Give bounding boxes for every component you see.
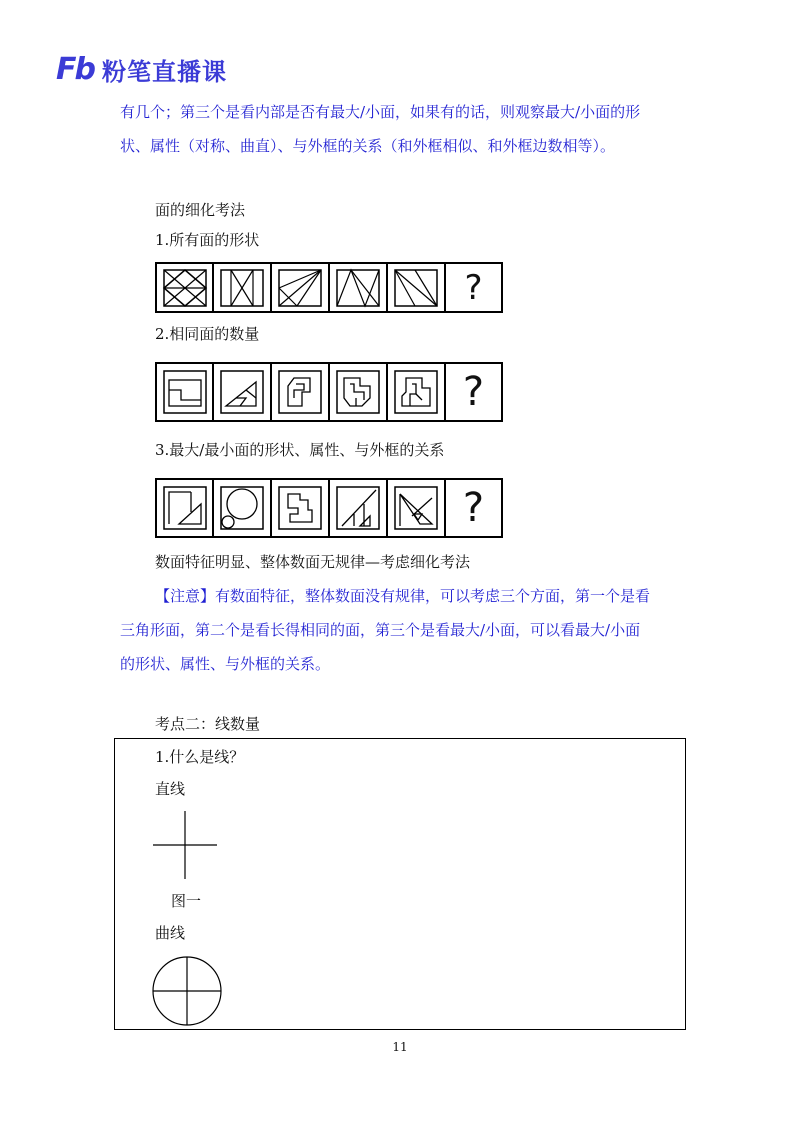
puzzle-figure	[272, 480, 330, 536]
puzzle-figure	[157, 264, 214, 311]
note-line-1	[155, 586, 650, 606]
summary-line: 数面特征明显、整体数面无规律—考虑细化考法	[155, 553, 471, 571]
logo-text: 粉笔直播课	[101, 58, 227, 86]
puzzle-figure	[330, 364, 388, 420]
puzzle-figure	[388, 480, 446, 536]
intro-line-1: 有几个；第三个是看内部是否有最大/小面，如果有的话，则观察最大/小面的形	[120, 103, 641, 121]
question-mark-cell: ?	[464, 267, 483, 308]
puzzle-row-same-faces	[155, 362, 503, 422]
puzzle-figure	[214, 264, 272, 311]
puzzle-figure	[214, 364, 272, 420]
logo-mark: Fb	[56, 52, 94, 87]
puzzle-figure	[388, 264, 446, 311]
puzzle-figure	[157, 480, 214, 536]
puzzle-row-shapes	[155, 262, 503, 313]
note-text: 有数面特征，整体数面没有规律，可以考虑三个方面，第一个是看	[215, 587, 651, 605]
line-count-heading: 考点二：线数量	[155, 715, 261, 733]
question-mark-cell: ?	[462, 485, 485, 531]
face-detail-item-1: 1.所有面的形状	[155, 231, 260, 249]
face-detail-item-2: 2.相同面的数量	[155, 325, 260, 343]
puzzle-figure	[388, 364, 446, 420]
brand-logo	[56, 52, 227, 87]
straight-line-label: 直线	[155, 780, 186, 798]
puzzle-figure	[157, 364, 214, 420]
note-tag: 【注意】	[155, 587, 216, 605]
face-detail-heading: 面的细化考法	[155, 201, 246, 219]
cross-figure	[153, 811, 217, 879]
puzzle-row-largest-face	[155, 478, 503, 538]
intro-line-2: 状、属性（对称、曲直）、与外框的关系（和外框相似、和外框边数相等）。	[120, 137, 616, 155]
circle-cross-figure	[151, 955, 223, 1027]
note-line-2: 三角形面，第二个是看长得相同的面，第三个是看最大/小面，可以看最大/小面	[120, 621, 641, 639]
box-question: 1.什么是线？	[155, 748, 245, 766]
face-detail-item-3: 3.最大/最小面的形状、属性、与外框的关系	[155, 441, 445, 459]
puzzle-figure	[272, 364, 330, 420]
puzzle-figure	[214, 480, 272, 536]
question-mark-cell: ?	[462, 369, 485, 415]
puzzle-figure	[272, 264, 330, 311]
note-line-3: 的形状、属性、与外框的关系。	[120, 655, 331, 673]
page-number: 11	[392, 1040, 408, 1054]
curve-line-label: 曲线	[155, 924, 186, 942]
puzzle-figure	[330, 264, 388, 311]
line-definition-box	[114, 738, 686, 1030]
figure-caption: 图一	[171, 892, 202, 910]
puzzle-figure	[330, 480, 388, 536]
